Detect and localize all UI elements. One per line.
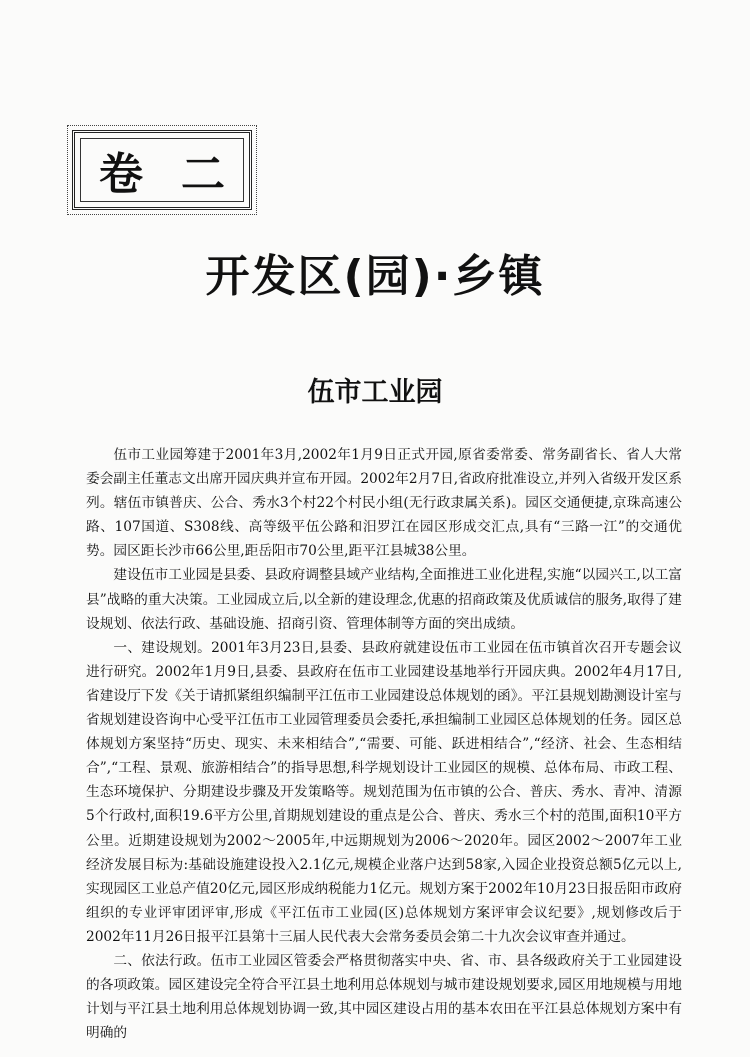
paragraph: 伍市工业园筹建于2001年3月,2002年1月9日正式开园,原省委常委、常务副省长、省人大常委会副主任董志文出席开园庆典并宣布开园。2002年2月7日,省政府批准设立,并列入省级开发区系列。辖伍市镇普庆、公合、秀水3个村22个村民小组(无行政隶属关系)。园区交通便捷,京珠高速公路、107国道、S308线、高等级平伍公路和汨罗江在园区形成交汇点,具有“三路一江”的交通优势。园区距长沙市66公里,距岳阳市70公里,距平江县城38公里。 xyxy=(86,447,682,560)
body-text xyxy=(86,443,682,1045)
section-title: 伍市工业园 xyxy=(307,377,443,408)
volume-heading-box xyxy=(72,130,263,210)
paragraph: 一、建设规划。2001年3月23日,县委、县政府就建设伍市工业园在伍市镇首次召开专题会议进行研究。2002年1月9日,县委、县政府在伍市工业园建设基地举行开园庆典。2002年4月17日,省建设厅下发《关于请抓紧组织编制平江伍市工业园建设总体规划的函》。平江县规划勘测设计室与省规划建设咨询中心受平江伍市工业园管理委员会委托,承担编制工业园区总体规划的任务。园区总体规划方案坚持“历史、现实、未来相结合”,“需要、可能、跃进相结合”,“经济、社会、生态相结合”,“工程、景观、旅游相结合”的指导思想,科学规划设计工业园区的规模、总体布局、市政工程、生态环境保护、分期建设步骤及开发策略等。规划范围为伍市镇的公合、普庆、秀水、青冲、清源5个行政村,面积19.6平方公里,首期规划建设的重点是公合、普庆、秀水三个村的范围,面积10平方公里。近期建设规划为2002～2005年,中远期规划为2006～2020年。园区2002～2007年工业经济发展目标为:基础设施建设投入2.1亿元,规模企业落户达到58家,入园企业投资总额5亿元以上,实现园区工业总产值20亿元,园区形成纳税能力1亿元。规划方案于2002年10月23日报岳阳市政府组织的专业评审团评审,形成《平江伍市工业园(区)总体规划方案评审会议纪要》,规划修改后于2002年11月26日报平江县第十三届人民代表大会常务委员会第二十九次会议审查并通过。 xyxy=(86,639,682,945)
paragraph: 建设伍市工业园是县委、县政府调整县域产业结构,全面推进工业化进程,实施“以园兴工,以工富县”战略的重大决策。工业园成立后,以全新的建设理念,优惠的招商政策及优质诚信的服务,取得了建设规划、依法行政、基础设施、招商引资、管理体制等方面的突出成绩。 xyxy=(86,567,682,632)
paragraph: 二、依法行政。伍市工业园区管委会严格贯彻落实中央、省、市、县各级政府关于工业园建设的各项政策。园区建设完全符合平江县土地利用总体规划与城市建设规划要求,园区用地规模与用地计划与平江县土地利用总体规划协调一致,其中园区建设占用的基本农田在平江县总体规划方案中有明确的 xyxy=(86,952,682,1042)
volume-label: 卷二 xyxy=(99,149,263,200)
part-title: 开发区(园)·乡镇 xyxy=(205,251,545,302)
